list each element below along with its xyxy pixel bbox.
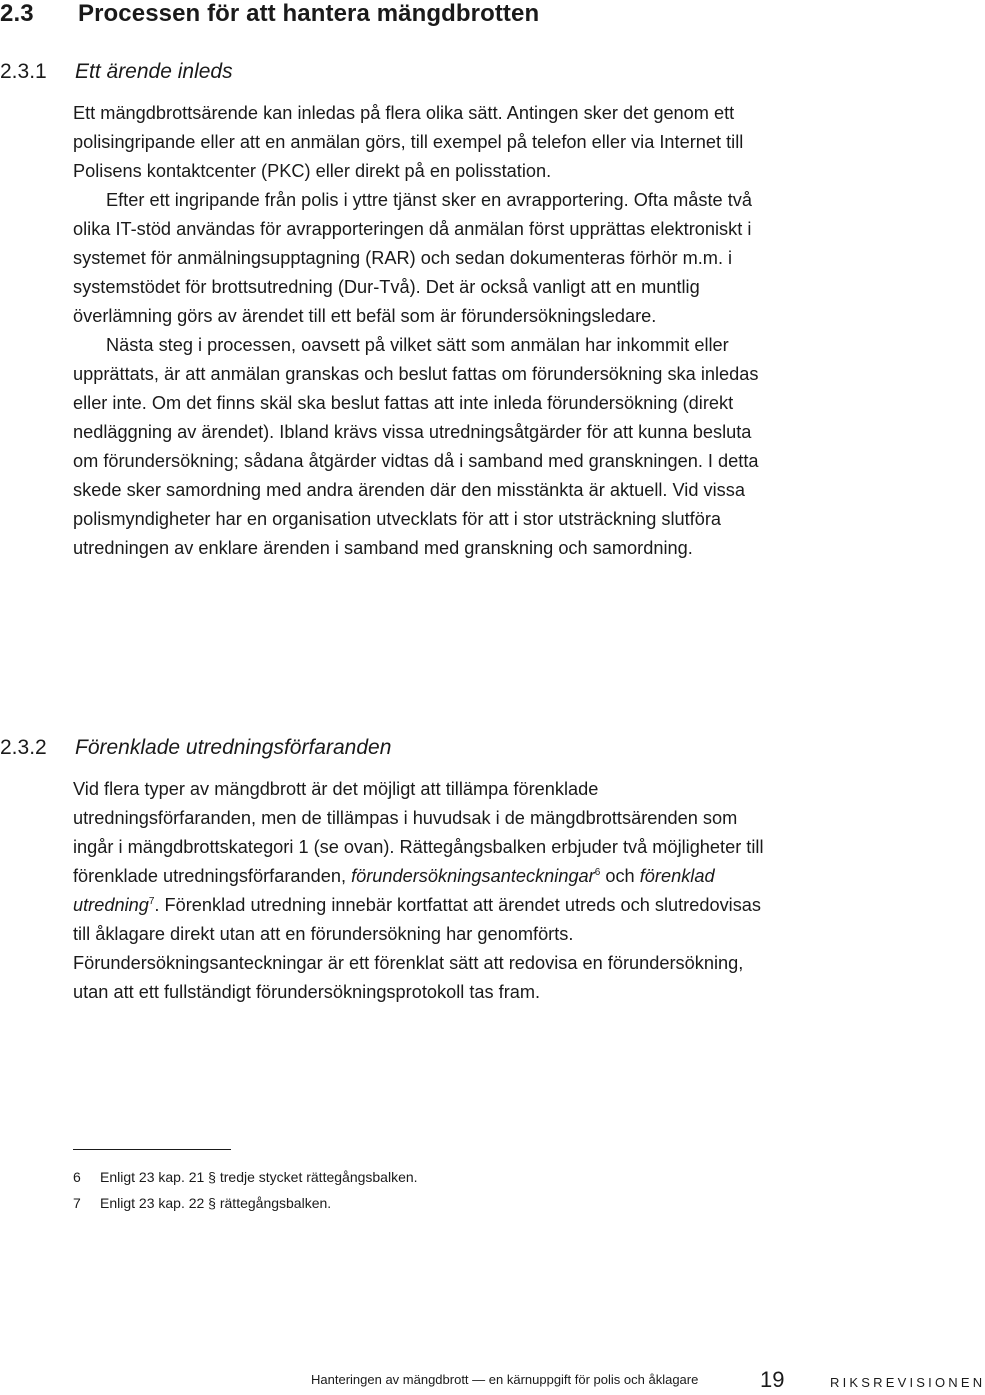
subsection-title-1: Ett ärende inleds — [75, 60, 233, 83]
subsection-heading-1 — [0, 60, 233, 84]
footer-text: Hanteringen av mängdbrott — en kärnuppgift för polis och åklagare — [311, 1372, 699, 1387]
footnote — [73, 1195, 331, 1211]
subsection-body-1 — [73, 99, 773, 563]
footnote-text: Enligt 23 kap. 21 § tredje stycket rättegångsbalken. — [100, 1169, 418, 1185]
section-number: 2.3 — [0, 0, 34, 27]
paragraph: Nästa steg i processen, oavsett på vilket sätt som anmälan har inkommit eller upprättats, är att anmälan granskas och beslut fattas om förundersökning ska inledas eller inte. Om det finns skäl ska beslut fattas att inte inleda förundersökning (direkt nedläggning av ärendet). Ibland krävs vissa utredningsåtgärder för att kunna besluta om förundersökning; sådana åtgärder vidtas då i samband med granskningen. I detta skede sker samordning med andra ärenden där den misstänkta är aktuell. Vid vissa polismyndigheter har en organisation utvecklats för att i stor utsträckning slutföra utredningen av enklare ärenden i samband med granskning och samordning. — [73, 335, 759, 558]
subsection-number-2: 2.3.2 — [0, 736, 47, 759]
subsection-number-1: 2.3.1 — [0, 60, 47, 83]
paragraph — [73, 775, 773, 1007]
subsection-title-2: Förenklade utredningsförfaranden — [75, 736, 392, 759]
subsection-heading-2 — [0, 736, 391, 760]
paragraph: Ett mängdbrottsärende kan inledas på flera olika sätt. Antingen sker det genom ett polisingripande eller att en anmälan görs, till exempel på telefon eller via Internet till Polisens kontaktcenter (PKC) eller direkt på en polisstation. — [73, 103, 744, 181]
brand-name: RIKSREVISIONEN — [830, 1375, 985, 1390]
section-heading — [0, 0, 539, 28]
page-number: 19 — [760, 1367, 785, 1392]
paragraph-text: och — [600, 866, 640, 886]
footnote-text: Enligt 23 kap. 22 § rättegångsbalken. — [100, 1195, 332, 1211]
paragraph: Efter ett ingripande från polis i yttre tjänst sker en avrapportering. Ofta måste två olika IT-stöd användas för avrapporteringen då anmälan först upprättas elektroniskt i systemet för anmälningsupptagning (RAR) och sedan dokumenteras förhör m.m. i systemstödet för brottsutredning (Dur-Två). Det är också vanligt att en muntlig överlämning görs av ärendet till ett befäl som är förundersökningsledare. — [73, 190, 752, 326]
footnote-ref[interactable]: 7 — [148, 895, 155, 907]
footnote-ref[interactable]: 6 — [594, 866, 601, 878]
footnote — [73, 1169, 418, 1185]
subsection-body-2 — [73, 775, 773, 1007]
section-title: Processen för att hantera mängdbrotten — [78, 0, 540, 27]
footnote-separator — [73, 1149, 231, 1150]
paragraph-text: . Förenklad utredning innebär kortfattat att ärendet utreds och slutredovisas till åklagare direkt utan att en förundersökning har genomförts. Förundersökningsanteckningar är ett förenklat sätt att redovisa en förundersökning, utan att ett fullständigt förundersökningsprotokoll tas fram. — [73, 895, 762, 1002]
term-forenklad-utredning: förenklad utredning — [73, 866, 715, 915]
footnote-mark: 6 — [73, 1169, 81, 1185]
footnote-mark: 7 — [73, 1195, 81, 1211]
term-forundersokningsanteckningar: förundersökningsanteckningar — [351, 866, 595, 886]
paragraph-text: Vid flera typer av mängdbrott är det möjligt att tillämpa förenklade utredningsförfaranden, men de tillämpas i huvudsak i de mängdbrottsärenden som ingår i mängdbrottskategori 1 (se ovan). Rättegångsbalken erbjuder två möjligheter till förenklade utredningsförfaranden, — [73, 779, 764, 886]
